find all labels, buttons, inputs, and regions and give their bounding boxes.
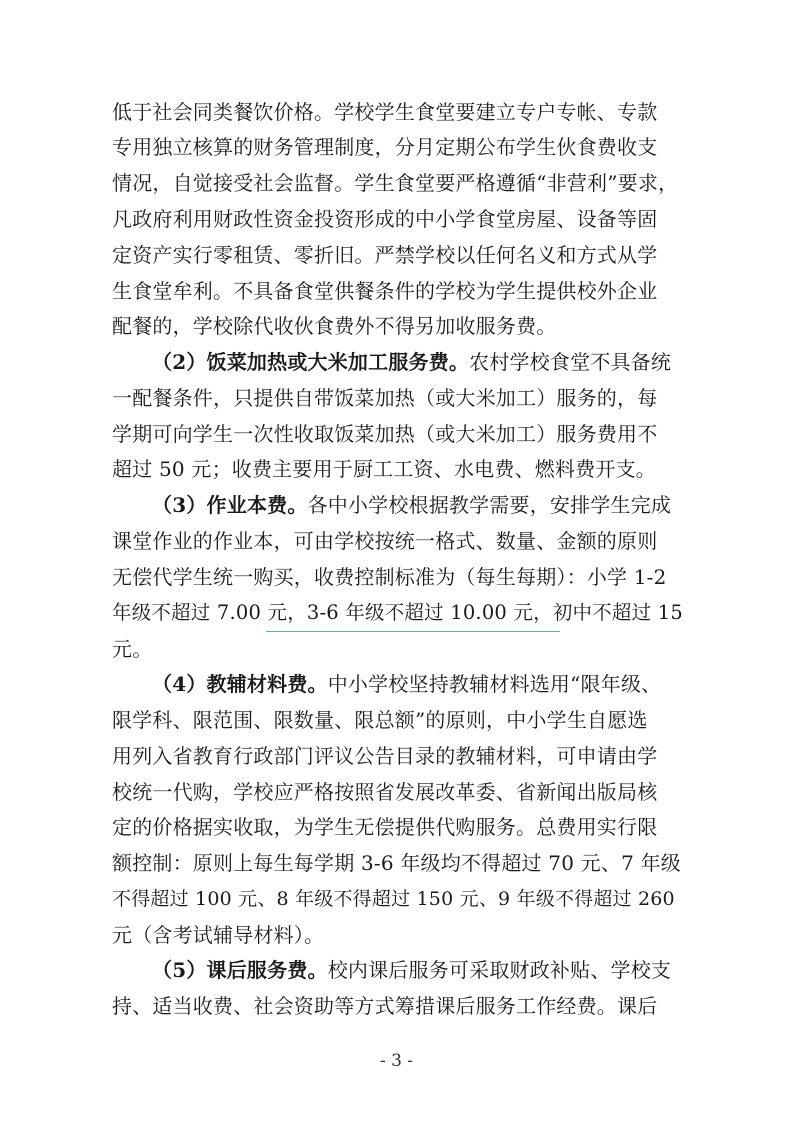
body-line: 元。 <box>112 637 153 661</box>
body-line: 限学科、限范围、限数量、限总额”的原则，中小学生自愿选 <box>112 708 648 732</box>
divider-line <box>266 631 560 632</box>
body-line: 定的价格据实收取，为学生无偿提供代购服务。总费用实行限 <box>112 815 658 839</box>
body-line: 课堂作业的作业本，可由学校按统一格式、数量、金额的原则 <box>112 529 658 553</box>
section-4-text: 中小学校坚持教辅材料选用“限年级、 <box>327 672 662 696</box>
body-line: 生食堂牟利。不具备食堂供餐条件的学校为学生提供校外企业 <box>112 279 658 303</box>
body-line: 不得超过 100 元、8 年级不得超过 150 元、9 年级不得超过 260 <box>112 888 675 910</box>
section-2-first-line <box>152 349 684 375</box>
section-3-text: 各中小学校根据教学需要，安排学生完成 <box>307 493 672 517</box>
section-3-first-line <box>152 492 684 518</box>
section-5-text: 校内课后服务可采取财政补贴、学校支 <box>327 958 672 982</box>
body-line: 学期可向学生一次性收取饭菜加热（或大米加工）服务费用不 <box>112 422 658 446</box>
body-line: 定资产实行零租赁、零折旧。严禁学校以任何名义和方式从学 <box>112 243 658 267</box>
section-4-first-line <box>152 671 684 697</box>
section-2-text: 农村学校食堂不具备统 <box>469 350 672 374</box>
section-5-first-line <box>152 957 684 983</box>
section-4-heading: （4）教辅材料费。 <box>152 672 328 696</box>
body-line: 情况，自觉接受社会监督。学生食堂要严格遵循“非营利”要求， <box>112 171 679 195</box>
body-line: 专用独立核算的财务管理制度，分月定期公布学生伙食费收支 <box>112 135 658 159</box>
section-2-heading: （2）饭菜加热或大米加工服务费。 <box>152 350 470 374</box>
body-line: 额控制：原则上每生每学期 3-6 年级均不得超过 70 元、7 年级 <box>112 851 681 875</box>
body-line: 超过 50 元；收费主要用于厨工工资、水电费、燃料费开支。 <box>112 457 656 481</box>
body-line: 低于社会同类餐饮价格。学校学生食堂要建立专户专帐、专款 <box>112 100 658 124</box>
page-number: - 3 - <box>379 1051 414 1071</box>
body-line: 年级不超过 7.00 元，3-6 年级不超过 10.00 元，初中不超过 15 <box>112 601 683 624</box>
body-line: 一配餐条件，只提供自带饭菜加热（或大米加工）服务的，每 <box>112 386 658 410</box>
body-line: 配餐的，学校除代收伙食费外不得另加收服务费。 <box>112 314 557 338</box>
body-line: 用列入省教育行政部门评议公告目录的教辅材料，可申请由学 <box>112 744 658 768</box>
body-line: 凡政府利用财政性资金投资形成的中小学食堂房屋、设备等固 <box>112 207 658 231</box>
section-5-heading: （5）课后服务费。 <box>152 958 328 982</box>
body-line: 无偿代学生统一购买，收费控制标准为（每生每期）：小学 1-2 <box>112 565 667 589</box>
body-line: 校统一代购，学校应严格按照省发展改革委、省新闻出版局核 <box>112 780 658 804</box>
body-line: 持、适当收费、社会资助等方式筹措课后服务工作经费。课后 <box>112 994 658 1018</box>
body-line: 元（含考试辅导材料）。 <box>112 923 325 947</box>
section-3-heading: （3）作业本费。 <box>152 493 308 517</box>
